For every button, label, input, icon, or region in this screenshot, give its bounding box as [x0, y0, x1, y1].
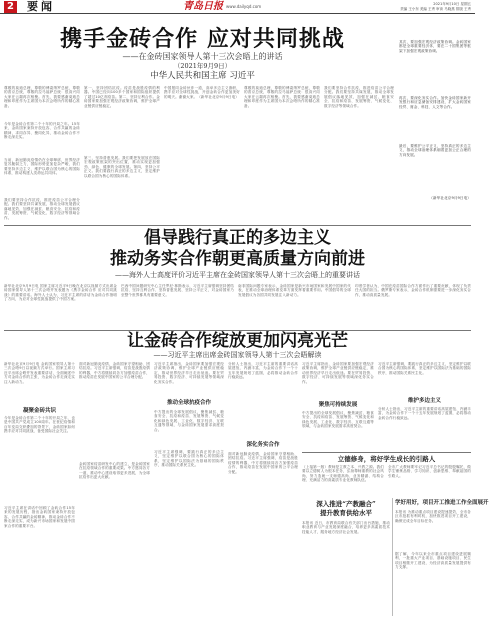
story3-subtitle: ——习近平主席出席金砖国家领导人第十三次会晤解读 — [153, 351, 322, 359]
story4-col2: 全市广大教师要牢记习近平总书记的殷殷嘱托，做学生锤炼品格、学习知识、创新思维、奉献祖国的引路人。 — [388, 465, 471, 478]
story1-col1b: 今年是金砖合作第二个十年的开局之年。15年来，金砖国家秉持开放包容、合作共赢的金砖精神，求同存异、聚同化异，推动金砖合作不断走深走实。 — [4, 122, 80, 140]
story3-headline: 让金砖合作绽放更加闪亮光芒 — [127, 331, 348, 351]
story3-col6b: 分析人士指出，习近平主席的重要讲话高屋建瓴、内涵丰富，为金砖合作下一个十五年发展规划了蓝图，必将推动金砖合作行稳致远。 — [378, 407, 471, 420]
sidebar-col: 其次，要加强宏观经济政策协调。金砖国家都是全球重要经济体，要在二十国集团等框架下加强宏观政策协调。 — [399, 40, 471, 53]
story2-headline-2: 推动务实合作朝更高质量方向前进 — [110, 249, 365, 269]
sidebar-col-b: 再次，要深化务实合作。加快金砖国家新开发银行和应急储备安排建设，扩大金砖国家经贸、财金、科技、人文等合作。 — [399, 96, 471, 109]
newspaper-logo: 青岛日报 — [183, 1, 223, 12]
story1-col1d: 我们要坚持合作抗疫，推进疫苗公平合理分配。我们要坚持共谋发展，推动全球发展倡议落地见效，加强在减贫、粮食安全、抗疫和疫苗、发展筹资、气候变化、数字经济等领域合作。 — [4, 198, 80, 220]
story3-col4: 分析人士指出，习近平主席的重要讲话高屋建瓴、内涵丰富，为金砖合作下一个十五年发展规划了蓝图，必将推动金砖合作行稳致远。 — [228, 362, 298, 380]
story3-col5: 习近平主席指出，金砖国家要加强宏观经济政策协调，维护全球产业链供应链稳定，推动世界经济早日走出低迷。要在贸易投资、数字经济、可持续发展等领域深化务实合作。 — [302, 362, 374, 384]
story3-subhead-2: 推动全球抗疫合作 — [166, 400, 211, 406]
story3-subhead-3: 深化务实合作 — [246, 442, 280, 448]
story6-col2: 据了解，今年以来全市重点项目建设进展顺利，一批重大产业项目、基础设施项目、民生项目相继开工建设，为经济高质量发展提供有力支撑。 — [395, 552, 471, 570]
story4-headline: 立德修身，将好学生成长的引路人 — [337, 455, 436, 463]
story2-col2: 巴西中国问题研究中心主任罗尼·林斯表示，习近平主席强调坚持团结抗疫、坚持互利合作、坚持普惠发展、坚持公平正义，对金砖国家乃至整个世界都具有重要意义。 — [121, 284, 234, 297]
divider-3 — [302, 452, 471, 453]
sidebar-col-c: 最后，要维护公平正义，坚持真正的多边主义，推动全球治理体系朝着更加公正合理的方向发展。 — [399, 144, 471, 157]
story1-col5: 我们要坚持合作抗疫，推进疫苗公平合理分配。我们要坚持共谋发展，推动全球发展倡议落地见效，加强在减贫、粮食安全、抗疫和疫苗、发展筹资、气候变化、数字经济等领域合作。 — [324, 86, 394, 108]
editors-text: 责编 王小东 美编 王秀 审读 马晓燕 排版 王秀 — [400, 6, 471, 11]
story2-headline-1: 倡导践行真正的多边主义 — [144, 228, 331, 248]
story3-col3: 习近平主席指出，金砖国家要加强宏观经济政策协调，维护全球产业链供应链稳定，推动世界经济早日走出低迷。要在贸易投资、数字经济、可持续发展等领域深化务实合作。 — [154, 362, 224, 384]
story3-col6: 习近平主席强调，要践行真正的多边主义，坚定维护以联合国为核心的国际体系，坚定维护以国际法为基础的国际秩序，推动国际关系民主化。 — [378, 362, 471, 375]
story1-col1: 尊敬的莫迪总理，尊敬的博索纳罗总统，尊敬的普京总统，尊敬的拉马福萨总统：很高兴同大家在云端再次相聚。首先，我要感谢莫迪总理和印度作为主席国为本次会晤所作的精心准备。 — [4, 86, 80, 108]
story1-byline: 中华人民共和国主席 习近平 — [150, 71, 255, 81]
story3-subhead-4: 聚焦可持续发展 — [318, 402, 358, 408]
story2-subtitle: ——海外人士高度评价习近平主席在金砖国家领导人第十三次会晤上的重要讲话 — [115, 271, 360, 279]
story6-col1: 本报讯 为推动重点项目建设提速提效，全市各区市抢抓有利时机，加快推进项目开工建设，确保完成全年目标任务。 — [395, 510, 471, 523]
story5-headline-1: 深入推进“产教融合” — [316, 500, 376, 508]
date-text: 2021年9月10日 星期五 — [433, 2, 471, 6]
story1-col2b: 第三，坚持普惠发展。我们要把发展放在国际宏观政策框架的突出位置，推动实现更加强劲、绿色、健康的全球发展。第四，坚持公平正义。我们要践行真正的多边主义，坚定维护以联合国为核心的国际体系。 — [84, 156, 160, 178]
story2-col3: 南非国际问题专家表示，金砖国家是新兴市场国家和发展中国家的代表，在推动全球治理体系变革方面发挥着重要作用。中国倡导的全球发展倡议为各国共同发展注入新动力。 — [238, 284, 351, 297]
story3-col1b: 今年是金砖合作第二个十年的开局之年，也是中国共产党成立100周年。在世纪疫情和百年变局交织叠加的背景下，金砖国家如何携手应对共同挑战，备受国际社会关注。 — [4, 416, 75, 434]
divider-v1 — [392, 498, 393, 616]
story1-col2: 第一，坚持团结抗疫。疫苗是战胜疫情的利器。中国已经向100多个国家和国际组织提供了超过10亿剂疫苗。第二，坚持互利合作。金砖国家要加强宏观经济政策协调，维护全球产业链供应链稳定。 — [84, 86, 160, 108]
story3-col1c: 习近平主席在讲话中回顾了金砖合作15年来的发展历程，指出金砖国家秉持开放包容、合作共赢的金砖精神，推动金砖合作不断走深走实，成为新兴市场国家和发展中国家合作的重要平台。 — [4, 506, 75, 528]
story1-subtitle: ——在金砖国家领导人第十三次会晤上的讲话 — [122, 52, 283, 61]
story1-col3: 中国愿同金砖伙伴一道，高举多边主义旗帜，携手应对全球性挑战，开创金砖合作更加美好的明天。谢谢大家。（新华社北京9月9日电） — [164, 86, 240, 99]
story3-col4b: 面对新冠肺炎疫情，金砖国家守望相助、团结抗疫。习近平主席强调，疫苗是战胜疫情的利器，中方将继续同各方加强疫苗合作，推动疫苗在发展中国家的公平合理分配。 — [228, 452, 298, 474]
story1-col4: 尊敬的莫迪总理，尊敬的博索纳罗总统，尊敬的普京总统，尊敬的拉马福萨总统：很高兴同大家在云端再次相聚。首先，我要感谢莫迪总理和印度作为主席国为本次会晤所作的精心准备。 — [244, 86, 320, 108]
sidebar-credit: （新华社北京9月9日电） — [429, 196, 471, 200]
story1-dateline: （2021年9月9日） — [173, 62, 232, 70]
story3-col2b: 金砖国家疫苗研发中心的建立，是金砖国家在抗疫领域合作的重要成果。中方愿同各方一道，推动中心建设取得更多进展，为全球抗疫作出更大贡献。 — [79, 462, 150, 480]
story1-headline: 携手金砖合作 应对共同挑战 — [60, 26, 345, 52]
date-line — [400, 2, 471, 11]
page-number: 2 — [4, 1, 17, 13]
story3-list: 中方提出的全球发展倡议，聚焦减贫、粮食安全、抗疫和疫苗、发展筹资、气候变化和绿色发展、工业化、数字经济、互联互通等领域，与金砖国家发展需求高度契合。 — [154, 410, 224, 432]
story2-col1: 新华社北京9月9日电 国家主席习近平9日晚在北京以视频方式出席金砖国家领导人第十三次会晤并发表题为《携手金砖合作 应对共同挑战》的重要讲话。海外人士认为，习近平主席的讲话为金砖合作指明了方向，为应对全球性挑战提供了中国方案。 — [4, 284, 117, 302]
story3-col2: 面对新冠肺炎疫情，金砖国家守望相助、团结抗疫。习近平主席强调，疫苗是战胜疫情的利器，中方将继续同各方加强疫苗合作，推动疫苗在发展中国家的公平合理分配。 — [79, 362, 150, 380]
story3-col3b: 习近平主席强调，要践行真正的多边主义，坚定维护以联合国为核心的国际体系，坚定维护以国际法为基础的国际秩序，推动国际关系民主化。 — [154, 450, 224, 468]
story5-headline-2: 提升教育供给水平 — [320, 509, 372, 517]
story4-col1: （上接第一版）教师是立教之本、兴教之源。我们要以立德树人为根本任务，弘扬尊师重教的社会风尚，努力造就一支师德高尚、业务精湛、结构合理、充满活力的高素质专业化教师队伍。 — [302, 465, 384, 483]
story2-col4: 印度学者认为，中国在疫苗国际合作方面作出了重要贡献，体现了负责任大国的担当。俄罗斯专家表示，金砖合作机制需要进一步深化务实合作，推动高质量发展。 — [355, 284, 471, 297]
story3-col5b: 中方提出的全球发展倡议，聚焦减贫、粮食安全、抗疫和疫苗、发展筹资、气候变化和绿色发展、工业化、数字经济、互联互通等领域，与金砖国家发展需求高度契合。 — [302, 411, 374, 429]
masthead — [0, 0, 475, 14]
section-title: 要闻 — [27, 0, 55, 13]
website-url: www.dailyqd.com — [226, 4, 262, 9]
story1-col1c: 当前，新冠肺炎疫情仍在全球肆虐，世界经济复苏脆弱乏力，国际形势更加复杂严峻，我们要坚持多边主义，维护以联合国为核心的国际体系，推动构建人类命运共同体。 — [4, 158, 80, 176]
story3-col1: 新华社北京9月9日电 金砖国家领导人第十三次会晤9日以视频方式举行。国家主席习近平出席会晤并发表重要讲话，全面阐述中方对金砖合作的主张，为金砖合作走深走实注入新动力。 — [4, 362, 75, 384]
divider-1 — [4, 225, 471, 226]
story5-body: 本报讯 近日，市教育局联合有关部门出台措施，推动职业教育与产业发展深度融合，培养更多高素质技术技能人才，服务地方经济社会发展。 — [302, 521, 390, 534]
story6-headline: 学好用好，项目开工推进工作全面展开 — [395, 500, 489, 506]
story3-subhead-1: 凝聚金砖共识 — [22, 408, 56, 414]
story3-subhead-5: 维护多边主义 — [407, 398, 441, 404]
